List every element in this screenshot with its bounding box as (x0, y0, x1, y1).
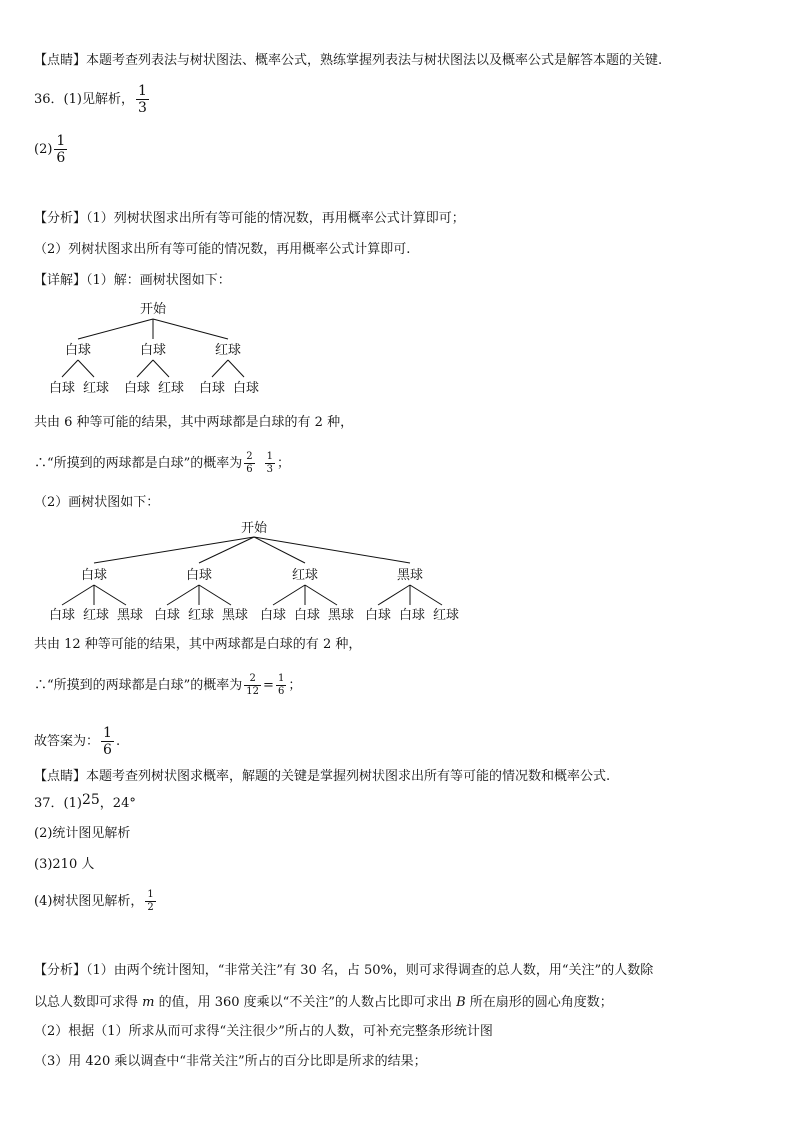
q36-answer-1 (34, 84, 151, 115)
q37-a1-angle: ，24° (99, 796, 136, 811)
tree1-node: 白球 (139, 343, 167, 358)
answer-fraction: $\frac{1}{6}$ (103, 725, 112, 758)
tree2-leaf: 白球 (364, 608, 392, 623)
q36-part2-label: (2) (34, 142, 53, 157)
q37-a4-text: (4)树状图见解析， (34, 894, 144, 909)
q37-answer-1 (34, 794, 136, 813)
q36-answer (34, 726, 120, 757)
q36-prob-2 (34, 674, 301, 697)
tree2-leaf: 黑球 (327, 608, 355, 623)
tree1-leaf: 白球 (232, 381, 260, 396)
tree2-leaf: 红球 (432, 608, 460, 623)
fenxi1b-part3: 所在扇形的圆心角度数； (465, 995, 613, 1010)
q37-answer-2: (2)统计图见解析 (34, 826, 131, 841)
fenxi1b-part2: 的值，用 360 度乘以“不关注”的人数占比即可求出 (154, 995, 457, 1010)
q36-prob-1 (34, 452, 290, 475)
tree2-leaf: 白球 (48, 608, 76, 623)
tree1-leaf: 白球 (123, 381, 151, 396)
prob2-suffix: ； (288, 678, 302, 693)
q37-number: 37．(1) (34, 796, 82, 811)
q36-fraction-1: $\frac{1}{3}$ (137, 83, 147, 116)
tree1-node: 白球 (64, 343, 92, 358)
tree-diagram-2 (36, 515, 476, 627)
q37-fenxi-1b (34, 994, 613, 1012)
tree2-node: 白球 (80, 568, 108, 583)
tree2-node: 黑球 (396, 568, 424, 583)
answer-suffix: . (115, 734, 121, 749)
tree2-leaf: 红球 (187, 608, 215, 623)
q36-fenxi-1: 【分析】（1）列树状图求出所有等可能的情况数，再用概率公式计算即可； (34, 211, 465, 226)
tree2-leaf: 白球 (153, 608, 181, 623)
prob1-suffix: ； (277, 456, 291, 471)
tree2-leaf: 红球 (82, 608, 110, 623)
q37-a4-fraction: $\frac{1}{2}$ (147, 889, 154, 913)
tree1-leaf: 红球 (82, 381, 110, 396)
q36-result-1: 共由 6 种等可能的结果，其中两球都是白球的有 2 种， (34, 415, 354, 430)
tree2-root: 开始 (240, 521, 268, 536)
q37-a1-value: 25 (81, 792, 100, 808)
tree2-node: 白球 (185, 568, 213, 583)
var-m: m (142, 995, 155, 1010)
tree1-leaf: 白球 (48, 381, 76, 396)
prob1-fraction-a: $\frac{2}{6}$ (246, 451, 253, 475)
q36-fraction-2: $\frac{1}{6}$ (56, 133, 66, 166)
tree2-leaf: 黑球 (116, 608, 144, 623)
tree2-leaf: 白球 (293, 608, 321, 623)
q37-answer-3: (3)210 人 (34, 857, 95, 872)
q36-answer-2 (34, 134, 69, 165)
prob2-equals: = (263, 678, 274, 693)
q36-part2: （2）画树状图如下： (34, 495, 160, 510)
tree1-node: 红球 (214, 343, 242, 358)
q37-answer-4 (34, 890, 158, 913)
prob1-prefix: ∴“所摸到的两球都是白球”的概率为 (34, 456, 243, 471)
fenxi1b-part1: 以总人数即可求得 (34, 995, 143, 1010)
tree2-leaf: 白球 (398, 608, 426, 623)
tree-diagram-1 (40, 297, 300, 397)
tree2-leaf: 白球 (259, 608, 287, 623)
q35-dianjing: 【点睛】本题考查列表法与树状图法、概率公式，熟练掌握列表法与树状图法以及概率公式是解答本题的关键. (34, 53, 663, 68)
q36-result-2: 共由 12 种等可能的结果，其中两球都是白球的有 2 种， (34, 637, 362, 652)
q37-fenxi-2: （2）根据（1）所求从而可求得“关注很少”所占的人数，可补充完整条形统计图 (34, 1024, 493, 1039)
q36-number: 36．(1)见解析， (34, 92, 134, 107)
prob1-fraction-b: $\frac{1}{3}$ (266, 451, 274, 475)
q37-fenxi-3: （3）用 420 乘以调查中“非常关注”所占的百分比即是所求的结果； (34, 1054, 427, 1069)
answer-prefix: 故答案为： (34, 734, 100, 749)
q36-dianjing: 【点睛】本题考查列树状图求概率，解题的关键是掌握列树状图求出所有等可能的情况数和概率公式. (34, 769, 611, 784)
prob2-fraction-b: $\frac{1}{6}$ (277, 673, 285, 697)
tree2-leaf: 黑球 (221, 608, 249, 623)
tree1-leaf: 白球 (198, 381, 226, 396)
q36-xiangjie: 【详解】（1）解：画树状图如下： (34, 273, 231, 288)
tree1-root: 开始 (139, 302, 167, 317)
q37-fenxi-1a: 【分析】（1）由两个统计图知，“非常关注”有 30 名，占 50%，则可求得调查的总人数，用“关注”的人数除 (34, 963, 654, 978)
var-B: B (456, 995, 466, 1010)
q36-fenxi-2: （2）列树状图求出所有等可能的情况数，再用概率公式计算即可. (34, 242, 411, 257)
tree2-node: 红球 (291, 568, 319, 583)
tree1-leaf: 红球 (157, 381, 185, 396)
prob2-prefix: ∴“所摸到的两球都是白球”的概率为 (34, 678, 243, 693)
prob2-fraction-a: $\frac{2}{12}$ (246, 673, 260, 697)
